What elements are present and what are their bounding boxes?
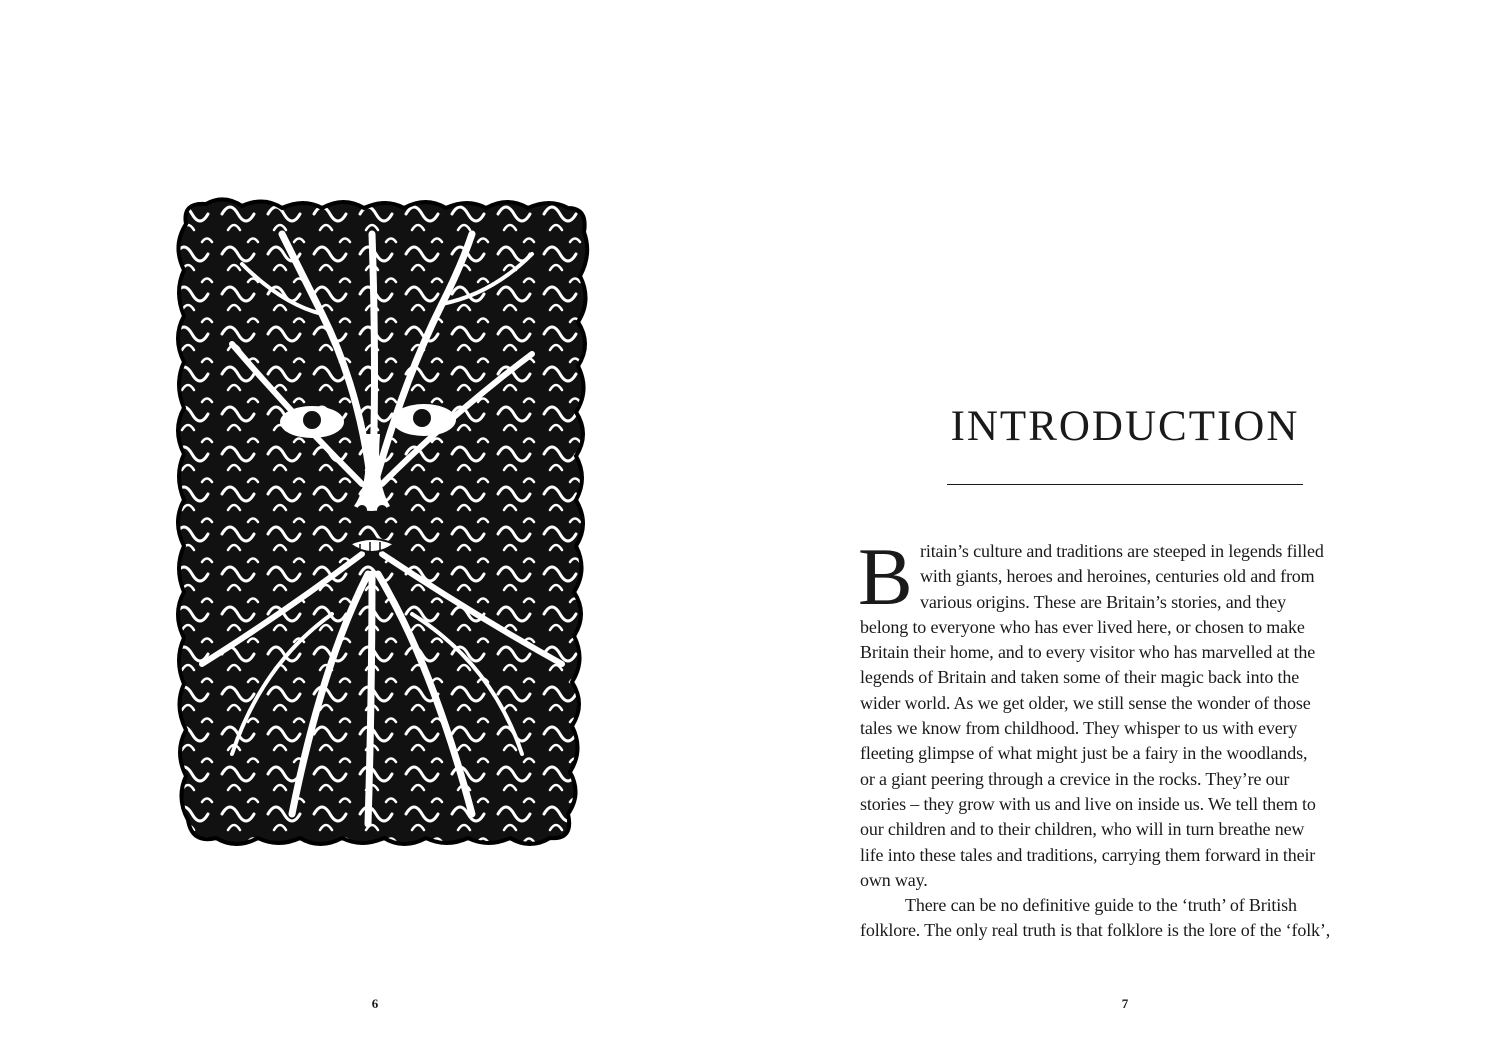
text-line: fleeting glimpse of what might just be a fairy in the woodlands,: [860, 743, 1308, 764]
text-line: folklore. The only real truth is that folklore is the lore of the ‘folk’,: [860, 920, 1331, 941]
green-man-woodcut-icon: [172, 194, 590, 850]
text-line: legends of Britain and taken some of their magic back into the: [860, 667, 1300, 688]
text-line: life into these tales and traditions, carrying them forward in their: [860, 844, 1316, 865]
text-line: tales we know from childhood. They whisper to us with every: [860, 718, 1298, 739]
text-line: stories – they grow with us and live on inside us. We tell them to: [860, 793, 1316, 814]
text-line: our children and to their children, who will in turn breathe new: [860, 819, 1305, 840]
text-line: wider world. As we get older, we still sense the wonder of those: [860, 692, 1311, 713]
chapter-title: INTRODUCTION: [950, 403, 1300, 450]
title-divider: [947, 484, 1303, 485]
text-line: There can be no definitive guide to the ‘truth’ of British: [905, 895, 1297, 916]
body-text: [858, 531, 1395, 944]
text-line: with giants, heroes and heroines, centuries old and from: [920, 566, 1315, 587]
text-line: or a giant peering through a crevice in the rocks. They’re our: [860, 768, 1290, 789]
text-line: various origins. These are Britain’s stories, and they: [920, 591, 1286, 612]
text-line: ritain’s culture and traditions are steeped in legends filled: [920, 541, 1324, 561]
text-line: own way.: [860, 869, 928, 890]
right-page: [750, 0, 1500, 1059]
page-number-left: 6: [371, 996, 379, 1011]
text-line: belong to everyone who has ever lived here, or chosen to make: [860, 616, 1305, 637]
drop-cap: B: [858, 531, 913, 622]
page-number-right: 7: [1121, 996, 1129, 1011]
text-line: Britain their home, and to every visitor who has marvelled at the: [860, 642, 1316, 663]
